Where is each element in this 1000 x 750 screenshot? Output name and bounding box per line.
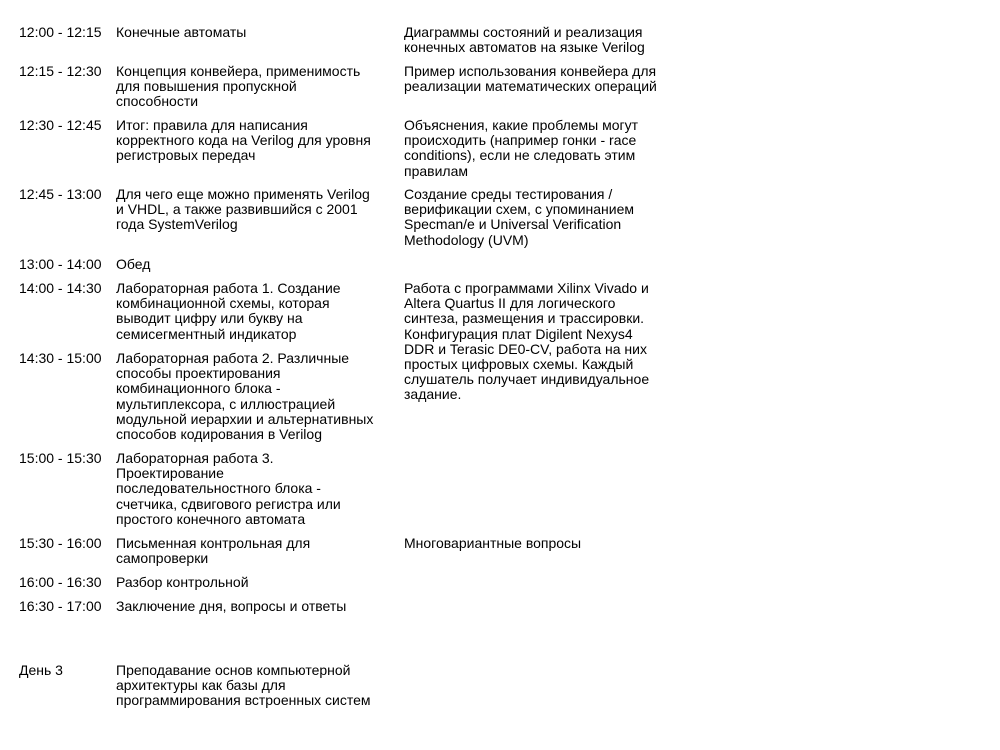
topic-line: Проектирование	[116, 465, 224, 482]
row-note	[404, 25, 690, 55]
topic-line: способов кодирования в Verilog	[116, 426, 322, 443]
row-topic	[116, 64, 402, 110]
row-time: 16:00 - 16:30	[19, 574, 102, 590]
row-time: 12:30 - 12:45	[19, 117, 102, 133]
row-note	[404, 118, 690, 179]
topic-line: архитектуры как базы для	[116, 677, 286, 694]
note-line: Пример использования конвейера для	[404, 63, 657, 79]
topic-line: Преподавание основ компьютерной	[116, 662, 351, 678]
topic-line: последовательностного блока -	[116, 480, 321, 497]
note-line: Конфигурация плат Digilent Nexys4	[404, 325, 633, 342]
row-topic	[116, 351, 402, 442]
row-topic	[116, 536, 402, 566]
note-line: DDR и Terasic DE0-CV, работа на них	[404, 340, 647, 357]
row-time: 13:00 - 14:00	[19, 256, 102, 272]
topic-line: Для чего еще можно применять Verilog	[116, 186, 370, 202]
row-time: 15:30 - 16:00	[19, 535, 102, 551]
row-topic	[116, 451, 402, 527]
row-topic	[116, 663, 402, 709]
topic-line: корректного кода на Verilog для уровня	[116, 132, 371, 149]
note-line: Диаграммы состояний и реализация	[404, 24, 643, 40]
topic-line: Конечные автоматы	[116, 24, 247, 40]
note-line: слушатель получает индивидуальное	[404, 371, 650, 388]
topic-line: Концепция конвейера, применимость	[116, 63, 361, 79]
note-line: правилам	[404, 162, 468, 179]
topic-line: Лабораторная работа 1. Создание	[116, 280, 341, 296]
note-line: Работа с программами Xilinx Vivado и	[404, 280, 649, 296]
note-line: Altera Quartus II для логического	[404, 295, 616, 312]
row-note	[404, 187, 690, 248]
row-time: 15:00 - 15:30	[19, 450, 102, 466]
row-time: 12:45 - 13:00	[19, 186, 102, 202]
note-line: происходить (например гонки - race	[404, 132, 637, 149]
topic-line: комбинационной схемы, которая	[116, 295, 330, 312]
row-topic	[116, 257, 402, 272]
topic-line: самопроверки	[116, 550, 209, 567]
row-topic	[116, 599, 402, 614]
note-line: Specman/e и Universal Verification	[404, 216, 622, 233]
topic-line: Лабораторная работа 3.	[116, 450, 274, 466]
row-note	[404, 536, 690, 551]
row-note	[404, 281, 690, 403]
row-topic	[116, 25, 402, 40]
note-line: конечных автоматов на языке Verilog	[404, 39, 645, 56]
note-line: Многовариантные вопросы	[404, 535, 582, 551]
topic-line: Заключение дня, вопросы и ответы	[116, 598, 347, 614]
note-line: Methodology (UVM)	[404, 231, 529, 248]
note-line: Создание среды тестирования /	[404, 186, 613, 202]
row-time: 14:30 - 15:00	[19, 350, 102, 366]
note-line: conditions), если не следовать этим	[404, 147, 636, 164]
topic-line: для повышения пропускной	[116, 78, 297, 95]
row-topic	[116, 575, 402, 590]
row-time: 12:15 - 12:30	[19, 63, 102, 79]
topic-line: программирования встроенных систем	[116, 692, 371, 709]
row-topic	[116, 281, 402, 342]
row-time: 14:00 - 14:30	[19, 280, 102, 296]
day-label: День 3	[19, 662, 63, 678]
note-line: верификации схем, с упоминанием	[404, 201, 634, 218]
topic-line: выводит цифру или букву на	[116, 310, 303, 327]
note-line: реализации математических операций	[404, 78, 657, 95]
topic-line: мультиплексора, с иллюстрацией	[116, 395, 336, 412]
topic-line: модульной иерархии и альтернативных	[116, 410, 374, 427]
row-time: 12:00 - 12:15	[19, 24, 102, 40]
topic-line: простого конечного автомата	[116, 510, 306, 527]
note-line: синтеза, размещения и трассировки.	[404, 310, 645, 327]
topic-line: Обед	[116, 256, 151, 272]
topic-line: счетчика, сдвигового регистра или	[116, 495, 341, 512]
row-topic	[116, 118, 402, 164]
topic-line: и VHDL, а также развившийся с 2001	[116, 201, 358, 218]
topic-line: регистровых передач	[116, 147, 256, 164]
row-topic	[116, 187, 402, 233]
row-note	[404, 64, 690, 94]
topic-line: семисегментный индикатор	[116, 325, 297, 342]
topic-line: года SystemVerilog	[116, 216, 238, 233]
note-line: простых цифровых схемы. Каждый	[404, 356, 634, 373]
topic-line: Разбор контрольной	[116, 574, 249, 590]
note-line: задание.	[404, 386, 462, 403]
topic-line: Лабораторная работа 2. Различные	[116, 350, 350, 366]
topic-line: способы проектирования	[116, 365, 281, 382]
row-time: 16:30 - 17:00	[19, 598, 102, 614]
topic-line: Итог: правила для написания	[116, 117, 308, 133]
topic-line: Письменная контрольная для	[116, 535, 311, 551]
topic-line: комбинационного блока -	[116, 380, 281, 397]
topic-line: способности	[116, 93, 199, 110]
note-line: Объяснения, какие проблемы могут	[404, 117, 639, 133]
